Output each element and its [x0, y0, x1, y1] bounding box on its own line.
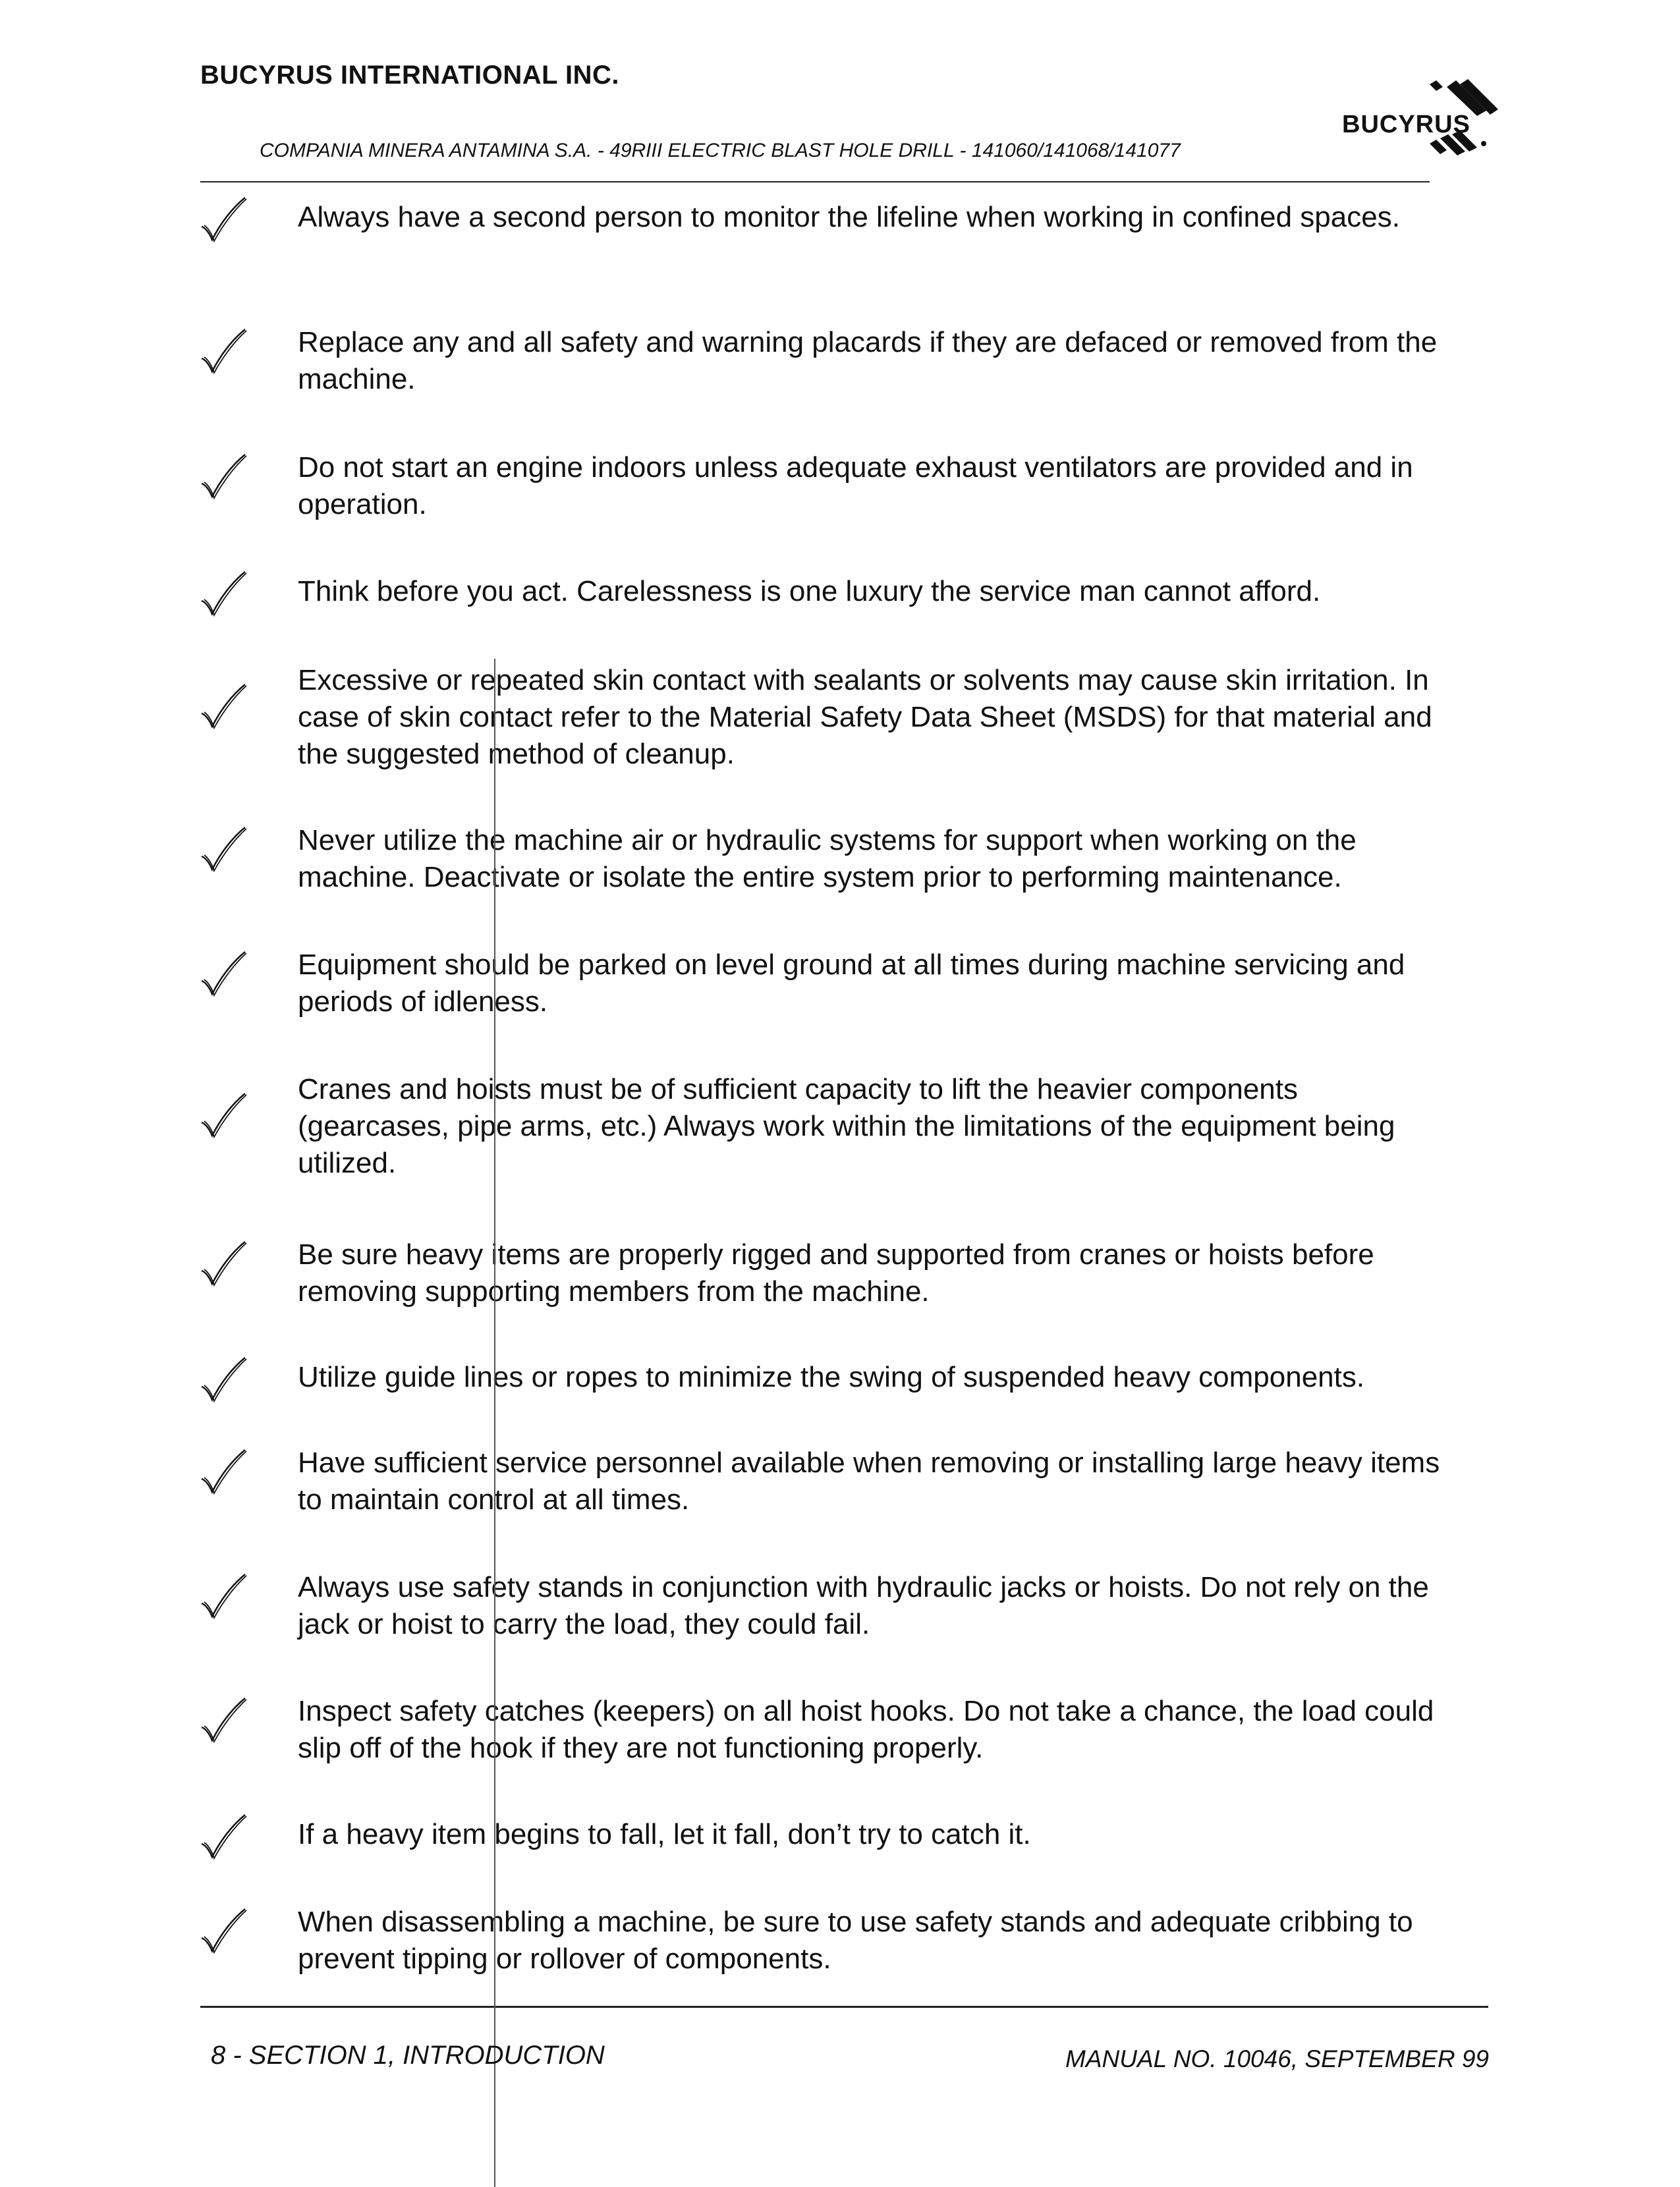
checklist-item-text: Replace any and all safety and warning placards if they are defaced or removed from the machine. [298, 326, 1438, 395]
checklist-item-text: Excessive or repeated skin contact with sealants or solvents may cause skin irritation. In case of skin contact refer to the Material Safety Data Sheet (MSDS) for that material and the suggested method of cleanup. [298, 664, 1432, 770]
checklist-item-text: Cranes and hoists must be of sufficient capacity to lift the heavier components (gearcases, pipe arms, etc.) Always work within the limitations of the equipment being utilized. [298, 1073, 1395, 1179]
checkmark-icon [198, 1812, 250, 1865]
footer-section-label: 8 - SECTION 1, INTRODUCTION [211, 2041, 605, 2070]
scan-artifact-line [494, 659, 495, 2187]
checkmark-icon [198, 1239, 250, 1292]
checklist-item-text: Always have a second person to monitor the lifeline when working in confined spaces. [298, 201, 1400, 233]
checklist-item-text: Think before you act. Carelessness is one luxury the service man cannot afford. [298, 575, 1321, 607]
checkmark-icon [198, 452, 250, 505]
checklist-item-text: Have sufficient service personnel available when removing or installing large heavy items to maintain control at all times. [298, 1447, 1440, 1516]
checklist-item-text: Do not start an engine indoors unless adequate exhaust ventilators are provided and in operation. [298, 451, 1413, 520]
checkmark-icon [198, 569, 250, 622]
checklist-item-text: Always use safety stands in conjunction with hydraulic jacks or hoists. Do not rely on the jack or hoist to carry the load, they could fail. [298, 1571, 1429, 1640]
checklist-item-text: When disassembling a machine, be sure to use safety stands and adequate cribbing to prevent tipping or rollover of components. [298, 1906, 1413, 1975]
checklist-item-text: Never utilize the machine air or hydraulic systems for support when working on the machine. Deactivate or isolate the entire system prior to performing maintenance. [298, 824, 1357, 893]
bucyrus-logo [1331, 78, 1502, 177]
checkmark-icon [198, 825, 250, 877]
checkmark-icon [198, 949, 250, 1002]
footer-rule [200, 2006, 1488, 2008]
logo-wordmark: BUCYRUS [1342, 111, 1470, 138]
checkmark-icon [198, 1091, 250, 1144]
header-rule [200, 181, 1430, 182]
checklist-item-text: Utilize guide lines or ropes to minimize the swing of suspended heavy components. [298, 1361, 1365, 1393]
checkmark-icon [198, 195, 250, 248]
checkmark-icon [198, 1696, 250, 1748]
document-subtitle: COMPANIA MINERA ANTAMINA S.A. - 49RIII ELECTRIC BLAST HOLE DRILL - 141060/141068/141077 [260, 140, 1181, 161]
checkmark-icon [198, 682, 250, 734]
checklist-item-text: If a heavy item begins to fall, let it fall, don’t try to catch it. [298, 1818, 1031, 1850]
checklist-item-text: Equipment should be parked on level ground at all times during machine servicing and periods of idleness. [298, 949, 1405, 1018]
checklist-item-text: Inspect safety catches (keepers) on all hoist hooks. Do not take a chance, the load could slip off of the hook if they are not functioning properly. [298, 1695, 1434, 1764]
checkmark-icon [198, 1572, 250, 1624]
checklist-item-text: Be sure heavy items are properly rigged and supported from cranes or hoists before removing supporting members from the machine. [298, 1238, 1374, 1308]
checkmark-icon [198, 327, 250, 379]
checkmark-icon [198, 1906, 250, 1959]
footer-manual-number: MANUAL NO. 10046, SEPTEMBER 99 [1065, 2045, 1489, 2072]
company-name: BUCYRUS INTERNATIONAL INC. [200, 61, 619, 90]
checkmark-icon [198, 1447, 250, 1500]
checkmark-icon [198, 1355, 250, 1408]
